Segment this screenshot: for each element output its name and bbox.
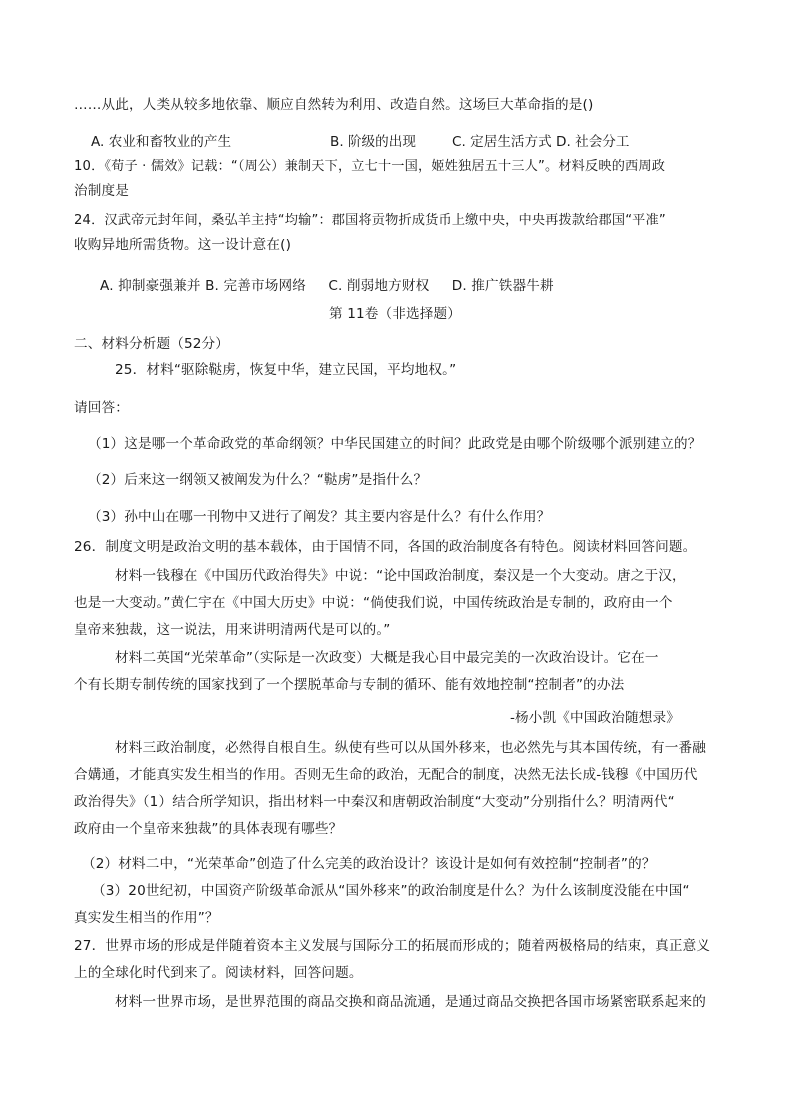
q26-material1-line3: 皇帝来独裁，这一说法，用来讲明清两代是可以的。” bbox=[74, 622, 391, 638]
option-a: A. 农业和畜牧业的产生 bbox=[91, 134, 232, 150]
q24-options: A. 抑制豪强兼并 B. 完善市场网络 C. 削弱地方财权 D. 推广铁器牛耕 bbox=[100, 278, 554, 294]
q26-material3-line2: 合媾通，才能真实发生相当的作用。否则无生命的政治，无配合的制度，决然无法长成-钱穆《中国历代 bbox=[74, 767, 698, 783]
q26-material1-line1: 材料一钱穆在《中国历代政治得失》中说：“论中国政治制度，秦汉是一个大变动。唐之于汉， bbox=[115, 568, 686, 584]
q25-sub2: （2）后来这一纲领又被阐发为什么？“鞑虏”是指什么？ bbox=[88, 472, 428, 488]
q24-line2: 收购异地所需货物。这一设计意在() bbox=[74, 237, 292, 253]
q25-material: 25．材料“驱除鞑虏，恢复中华，建立民国，平均地权。” bbox=[115, 362, 457, 378]
section-heading: 二、材料分析题（52分） bbox=[74, 336, 230, 352]
q26-material2-source: -杨小凯《中国政治随想录》 bbox=[510, 710, 680, 726]
q26-intro: 26．制度文明是政治文明的基本载体，由于国情不同，各国的政治制度各有特色。阅读材料回答问题。 bbox=[74, 539, 697, 555]
q26-material2-line1: 材料二英国“光荣革命”（实际是一次政变）大概是我心目中最完美的一次政治设计。它在一 bbox=[115, 650, 659, 666]
question-intro-stem: ……从此，人类从较多地依靠、顺应自然转为利用、改造自然。这场巨大革命指的是() bbox=[74, 97, 594, 113]
q25-sub3: （3）孙中山在哪一刊物中又进行了阐发？其主要内容是什么？有什么作用？ bbox=[88, 509, 551, 525]
q26-sub3-line1: （3）20世纪初，中国资产阶级革命派从“国外移来”的政治制度是什么？为什么该制度没能在中国“ bbox=[92, 883, 690, 899]
q25-prompt: 请回答： bbox=[74, 400, 129, 416]
q25-sub1: （1）这是哪一个革命政党的革命纲领？中华民国建立的时间？此政党是由哪个阶级哪个派别建立的？ bbox=[88, 436, 702, 452]
q26-material2-line2: 个有长期专制传统的国家找到了一个摆脱革命与专制的循环、能有效地控制“控制者”的办法 bbox=[74, 677, 625, 693]
q10-line2: 治制度是 bbox=[74, 183, 129, 199]
option-b: B. 阶级的出现 bbox=[330, 134, 416, 150]
q26-sub2: （2）材料二中，“光荣革命”创造了什么完美的政治设计？该设计是如何有效控制“控制者”的？ bbox=[82, 856, 656, 872]
q26-material3-line4: 政府由一个皇帝来独裁”的具体表现有哪些？ bbox=[74, 821, 343, 837]
q26-material3-line3: 政治得失》（1）结合所学知识，指出材料一中秦汉和唐朝政治制度“大变动”分别指什么？明清两代“ bbox=[74, 794, 675, 810]
q26-material1-line2: 也是一大变动。”黄仁宇在《中国大历史》中说：“倘使我们说，中国传统政治是专制的，政府由一个 bbox=[74, 595, 673, 611]
q26-material3-line1: 材料三政治制度，必然得自根自生。纵使有些可以从国外移来，也必然先与其本国传统，有一番融 bbox=[115, 740, 706, 756]
q26-sub3-line2: 真实发生相当的作用”？ bbox=[74, 910, 219, 926]
option-d: D. 社会分工 bbox=[556, 134, 630, 150]
q24-line1: 24．汉武帝元封年间，桑弘羊主持“均输”：郡国将贡物折成货币上缴中央，中央再拨款给郡国“平准” bbox=[74, 213, 666, 228]
q27-line2: 上的全球化时代到来了。阅读材料，回答问题。 bbox=[74, 965, 363, 981]
option-c: C. 定居生活方式 bbox=[452, 134, 552, 150]
volume-title: 第 11卷（非选择题） bbox=[329, 306, 462, 322]
q10-line1: 10．《荀子 · 儒效》记载：“（周公）兼制天下，立七十一国，姬姓独居五十三人”。材料反映的西周政 bbox=[74, 159, 666, 174]
q27-material1-line1: 材料一世界市场，是世界范围的商品交换和商品流通，是通过商品交换把各国市场紧密联系起来的 bbox=[115, 994, 706, 1010]
q27-line1: 27．世界市场的形成是伴随着资本主义发展与国际分工的拓展而形成的；随着两极格局的结束，真正意义 bbox=[74, 938, 711, 954]
